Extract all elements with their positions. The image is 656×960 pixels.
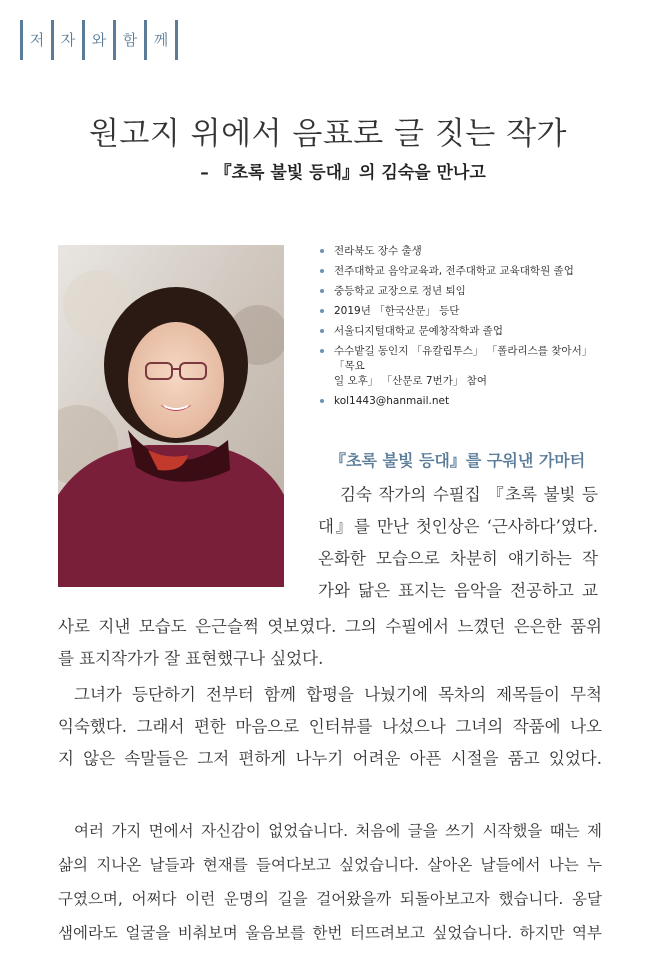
body-line: 온화한 모습으로 차분히 얘기하는 작 [318, 549, 598, 568]
bullet-icon [320, 309, 324, 313]
tag-divider [113, 20, 116, 60]
profile-text: 일 오후」 「산문로 7번가」 참여 [334, 375, 487, 387]
profile-item-continued [318, 374, 608, 389]
bullet-icon [320, 349, 324, 353]
profile-item [318, 344, 608, 374]
author-profile [318, 244, 608, 414]
tag-char: 자 [60, 31, 76, 49]
body-line: 사로 지낸 모습도 은근슬쩍 엿보였다. 그의 수필에서 느꼈던 은은한 품위 [58, 617, 602, 636]
quote-line: 삶의 지나온 날들과 현재를 들여다보고 싶었습니다. 살아온 날들에서 나는 누 [58, 856, 602, 874]
profile-text: 전라북도 장수 출생 [334, 245, 422, 257]
profile-text: 전주대학교 음악교육과, 전주대학교 교육대학원 졸업 [334, 265, 574, 277]
tag-char: 와 [91, 31, 107, 49]
profile-text: 서울디지털대학교 문예창작학과 졸업 [334, 325, 503, 337]
profile-item [318, 394, 608, 409]
quote-line: 구였으며, 어쩌다 이런 운명의 길을 걸어왔을까 되돌아보고자 했습니다. 옹달 [58, 890, 602, 908]
tag-char: 함 [122, 31, 138, 49]
profile-item [318, 244, 608, 259]
article-title: 원고지 위에서 음표로 글 짓는 작가 [88, 116, 567, 152]
tag-divider [144, 20, 147, 60]
profile-text: 수수밭길 동인지 「유칼립투스」 「폴라리스를 찾아서」 「목요 [334, 345, 593, 372]
author-photo [58, 245, 284, 587]
bullet-icon [320, 249, 324, 253]
body-line: 그녀가 등단하기 전부터 함께 합평을 나눴기에 목차의 제목들이 무척 [74, 685, 602, 704]
profile-item [318, 304, 608, 319]
email-text: kol1443@hanmail.net [334, 395, 450, 407]
bullet-icon [320, 269, 324, 273]
quote-line: 샘에라도 얼굴을 비춰보며 울음보를 한번 터뜨려보고 싶었습니다. 하지만 역부 [58, 924, 602, 942]
tag-divider [175, 20, 178, 60]
profile-text: 중등학교 교장으로 정년 퇴임 [334, 285, 466, 297]
bullet-icon [320, 289, 324, 293]
section-tag [20, 20, 178, 60]
body-line: 익숙했다. 그래서 편한 마음으로 인터뷰를 나섰으나 그녀의 작품에 나오 [58, 717, 602, 736]
profile-item [318, 264, 608, 279]
body-line: 를 표지작가가 잘 표현했구나 싶었다. [58, 649, 324, 668]
body-line: 대』를 만난 첫인상은 ‘근사하다’였다. [318, 517, 598, 536]
body-line: 김숙 작가의 수필집 『초록 불빛 등 [340, 485, 598, 504]
profile-item [318, 284, 608, 299]
body-line: 지 않은 속말들은 그저 편하게 나누기 어려운 아픈 시절을 품고 있었다. [58, 749, 602, 768]
tag-divider [82, 20, 85, 60]
profile-item [318, 324, 608, 339]
bullet-icon [320, 399, 324, 403]
section-heading: 『초록 불빛 등대』를 구워낸 가마터 [330, 451, 586, 470]
tag-divider [20, 20, 23, 60]
tag-char: 저 [29, 31, 45, 49]
tag-divider [51, 20, 54, 60]
article-subtitle: – 『초록 불빛 등대』의 김숙을 만나고 [200, 163, 486, 183]
tag-char: 께 [153, 31, 169, 49]
quote-line: 여러 가지 면에서 자신감이 없었습니다. 처음에 글을 쓰기 시작했을 때는 제 [74, 822, 602, 840]
body-line: 가와 닮은 표지는 음악을 전공하고 교 [318, 581, 598, 600]
bullet-icon [320, 329, 324, 333]
profile-text: 2019년 「한국산문」 등단 [334, 305, 460, 317]
